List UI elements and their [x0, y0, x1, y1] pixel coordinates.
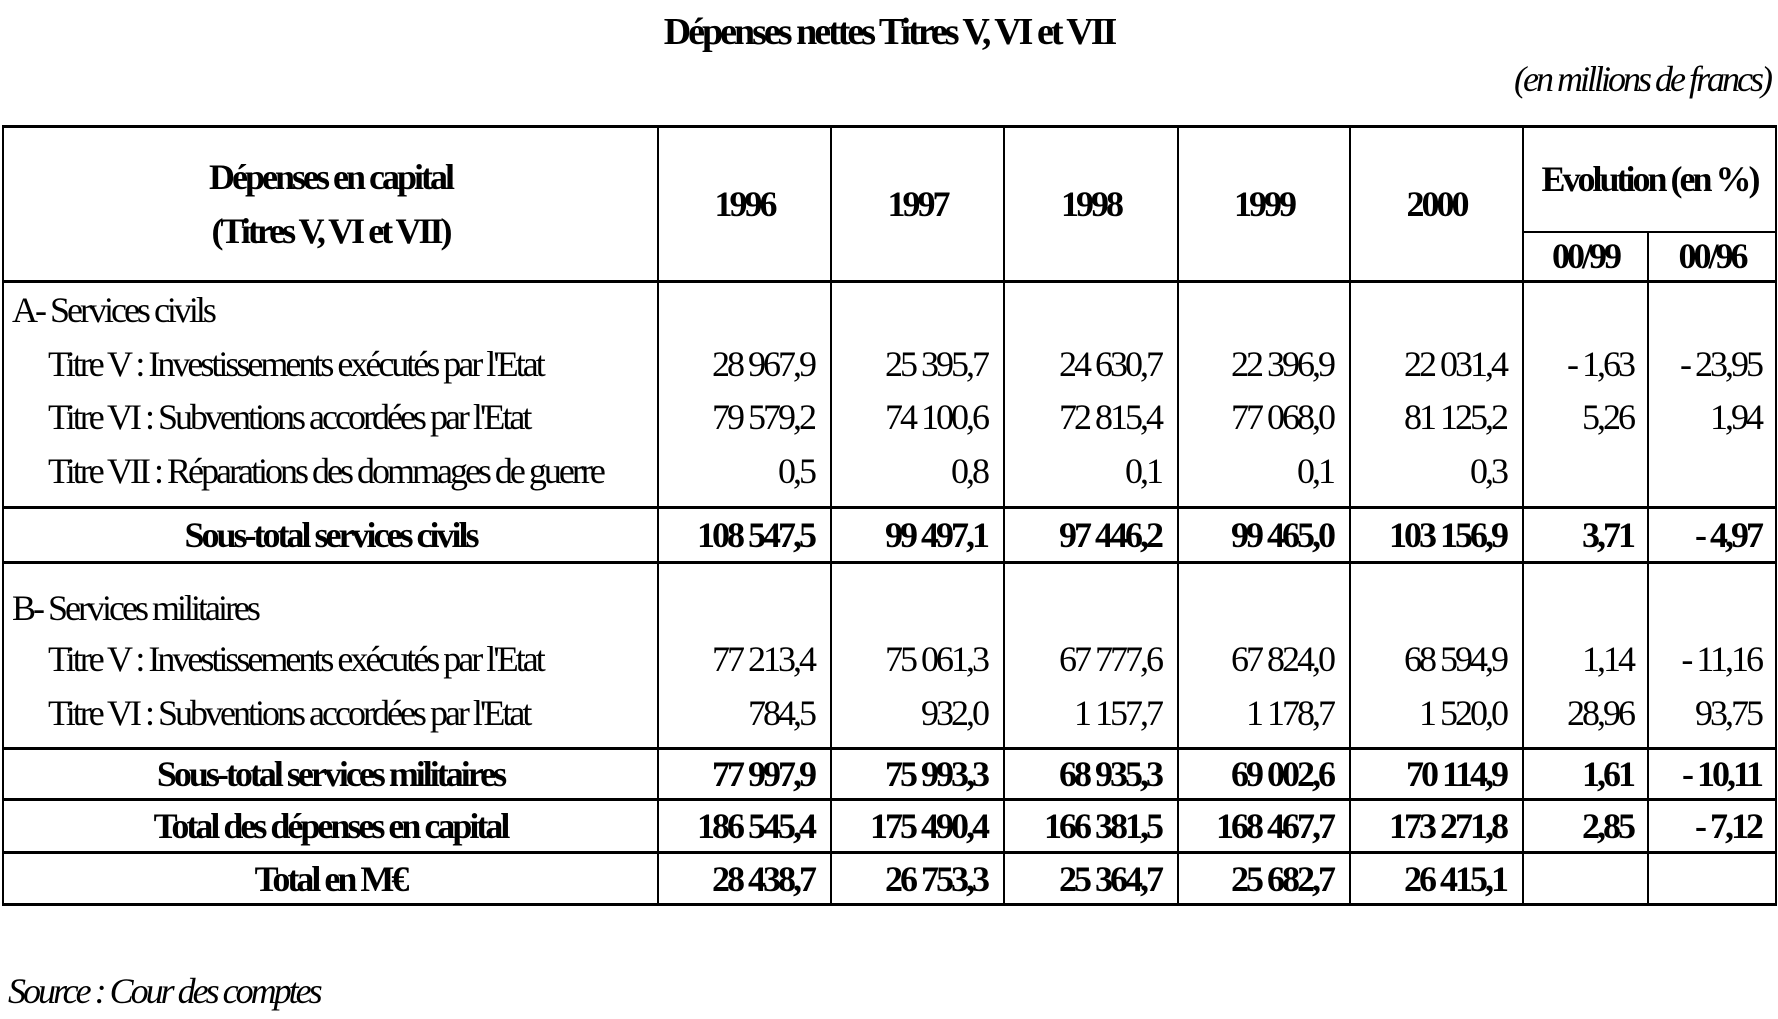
cell-value: 173 271,8: [1350, 800, 1523, 853]
table-row: [3, 633, 1776, 686]
year-header: 1997: [831, 127, 1004, 282]
evolution-value: 1,61: [1523, 749, 1648, 800]
expenses-table: [2, 125, 1777, 906]
cell-value: 1 520,0: [1350, 686, 1523, 749]
cell-value: 70 114,9: [1350, 749, 1523, 800]
cell-value: 79 579,2: [658, 391, 831, 444]
cell-value: 0,5: [658, 444, 831, 508]
cell-value: 166 381,5: [1004, 800, 1178, 853]
cell-value: 75 993,3: [831, 749, 1004, 800]
cell-value: 0,8: [831, 444, 1004, 508]
evolution-value: - 11,16: [1648, 633, 1776, 686]
column-label-line2: (Titres V, VI et VII): [211, 211, 450, 251]
cell-value: 25 364,7: [1004, 853, 1178, 905]
cell-value: 77 997,9: [658, 749, 831, 800]
row-label: Titre V : Investissements exécutés par l'Etat: [3, 338, 658, 391]
cell-value: 99 465,0: [1178, 508, 1350, 563]
cell-value: 97 446,2: [1004, 508, 1178, 563]
units-note: (en millions de francs): [1514, 59, 1770, 99]
evolution-value: - 4,97: [1648, 508, 1776, 563]
evolution-value: 5,26: [1523, 391, 1648, 444]
row-label: Titre V : Investissements exécutés par l'Etat: [3, 633, 658, 686]
evolution-sub-header: 00/96: [1648, 232, 1776, 282]
total-row: [3, 800, 1776, 853]
column-label-line1: Dépenses en capital: [209, 157, 452, 197]
cell-value: 99 497,1: [831, 508, 1004, 563]
column-label-header: [3, 127, 658, 282]
row-label: Titre VI : Subventions accordées par l'Etat: [3, 686, 658, 749]
section-a-title-row: [3, 282, 1776, 338]
evolution-value: 1,14: [1523, 633, 1648, 686]
cell-value: 68 935,3: [1004, 749, 1178, 800]
cell-value: 28 967,9: [658, 338, 831, 391]
cell-value: 932,0: [831, 686, 1004, 749]
cell-value: 28 438,7: [658, 853, 831, 905]
cell-value: 25 682,7: [1178, 853, 1350, 905]
evolution-header: Evolution (en %): [1523, 127, 1776, 232]
year-header: 1996: [658, 127, 831, 282]
table-row: [3, 444, 1776, 508]
cell-value: 24 630,7: [1004, 338, 1178, 391]
cell-value: 1 157,7: [1004, 686, 1178, 749]
cell-value: 25 395,7: [831, 338, 1004, 391]
year-header: 1998: [1004, 127, 1178, 282]
cell-value: 0,1: [1004, 444, 1178, 508]
cell-value: 77 068,0: [1178, 391, 1350, 444]
cell-value: 168 467,7: [1178, 800, 1350, 853]
cell-value: 108 547,5: [658, 508, 831, 563]
header-row: [3, 127, 1776, 232]
section-title: A- Services civils: [3, 282, 658, 338]
row-label: Titre VI : Subventions accordées par l'Etat: [3, 391, 658, 444]
cell-value: 26 753,3: [831, 853, 1004, 905]
evolution-value: 28,96: [1523, 686, 1648, 749]
evolution-value: [1648, 853, 1776, 905]
cell-value: 26 415,1: [1350, 853, 1523, 905]
source-note: Source : Cour des comptes: [8, 971, 320, 1011]
row-label: Titre VII : Réparations des dommages de guerre: [3, 444, 658, 508]
total-euro-row: [3, 853, 1776, 905]
cell-value: 186 545,4: [658, 800, 831, 853]
table-row: [3, 338, 1776, 391]
cell-value: 175 490,4: [831, 800, 1004, 853]
row-label: Sous-total services militaires: [3, 749, 658, 800]
evolution-value: - 10,11: [1648, 749, 1776, 800]
evolution-sub-header: 00/99: [1523, 232, 1648, 282]
cell-value: 69 002,6: [1178, 749, 1350, 800]
cell-value: 81 125,2: [1350, 391, 1523, 444]
row-label: Total en M€: [3, 853, 658, 905]
cell-value: 784,5: [658, 686, 831, 749]
cell-value: 67 777,6: [1004, 633, 1178, 686]
cell-value: 72 815,4: [1004, 391, 1178, 444]
subtotal-row: [3, 508, 1776, 563]
cell-value: 1 178,7: [1178, 686, 1350, 749]
year-header: 2000: [1350, 127, 1523, 282]
table-row: [3, 391, 1776, 444]
section-b-title-row: [3, 563, 1776, 633]
cell-value: 0,3: [1350, 444, 1523, 508]
cell-value: 74 100,6: [831, 391, 1004, 444]
cell-value: 103 156,9: [1350, 508, 1523, 563]
cell-value: 0,1: [1178, 444, 1350, 508]
cell-value: 75 061,3: [831, 633, 1004, 686]
cell-value: 22 031,4: [1350, 338, 1523, 391]
row-label: Total des dépenses en capital: [3, 800, 658, 853]
section-title: B- Services militaires: [3, 563, 658, 633]
evolution-value: [1648, 444, 1776, 508]
table-row: [3, 686, 1776, 749]
evolution-value: 93,75: [1648, 686, 1776, 749]
row-label: Sous-total services civils: [3, 508, 658, 563]
cell-value: 67 824,0: [1178, 633, 1350, 686]
cell-value: 22 396,9: [1178, 338, 1350, 391]
evolution-value: 3,71: [1523, 508, 1648, 563]
subtotal-row: [3, 749, 1776, 800]
evolution-value: [1523, 444, 1648, 508]
cell-value: 77 213,4: [658, 633, 831, 686]
evolution-value: - 1,63: [1523, 338, 1648, 391]
evolution-value: - 23,95: [1648, 338, 1776, 391]
evolution-value: [1523, 853, 1648, 905]
year-header: 1999: [1178, 127, 1350, 282]
evolution-value: 2,85: [1523, 800, 1648, 853]
evolution-value: - 7,12: [1648, 800, 1776, 853]
cell-value: 68 594,9: [1350, 633, 1523, 686]
evolution-value: 1,94: [1648, 391, 1776, 444]
page-title: Dépenses nettes Titres V, VI et VII: [663, 11, 1115, 53]
